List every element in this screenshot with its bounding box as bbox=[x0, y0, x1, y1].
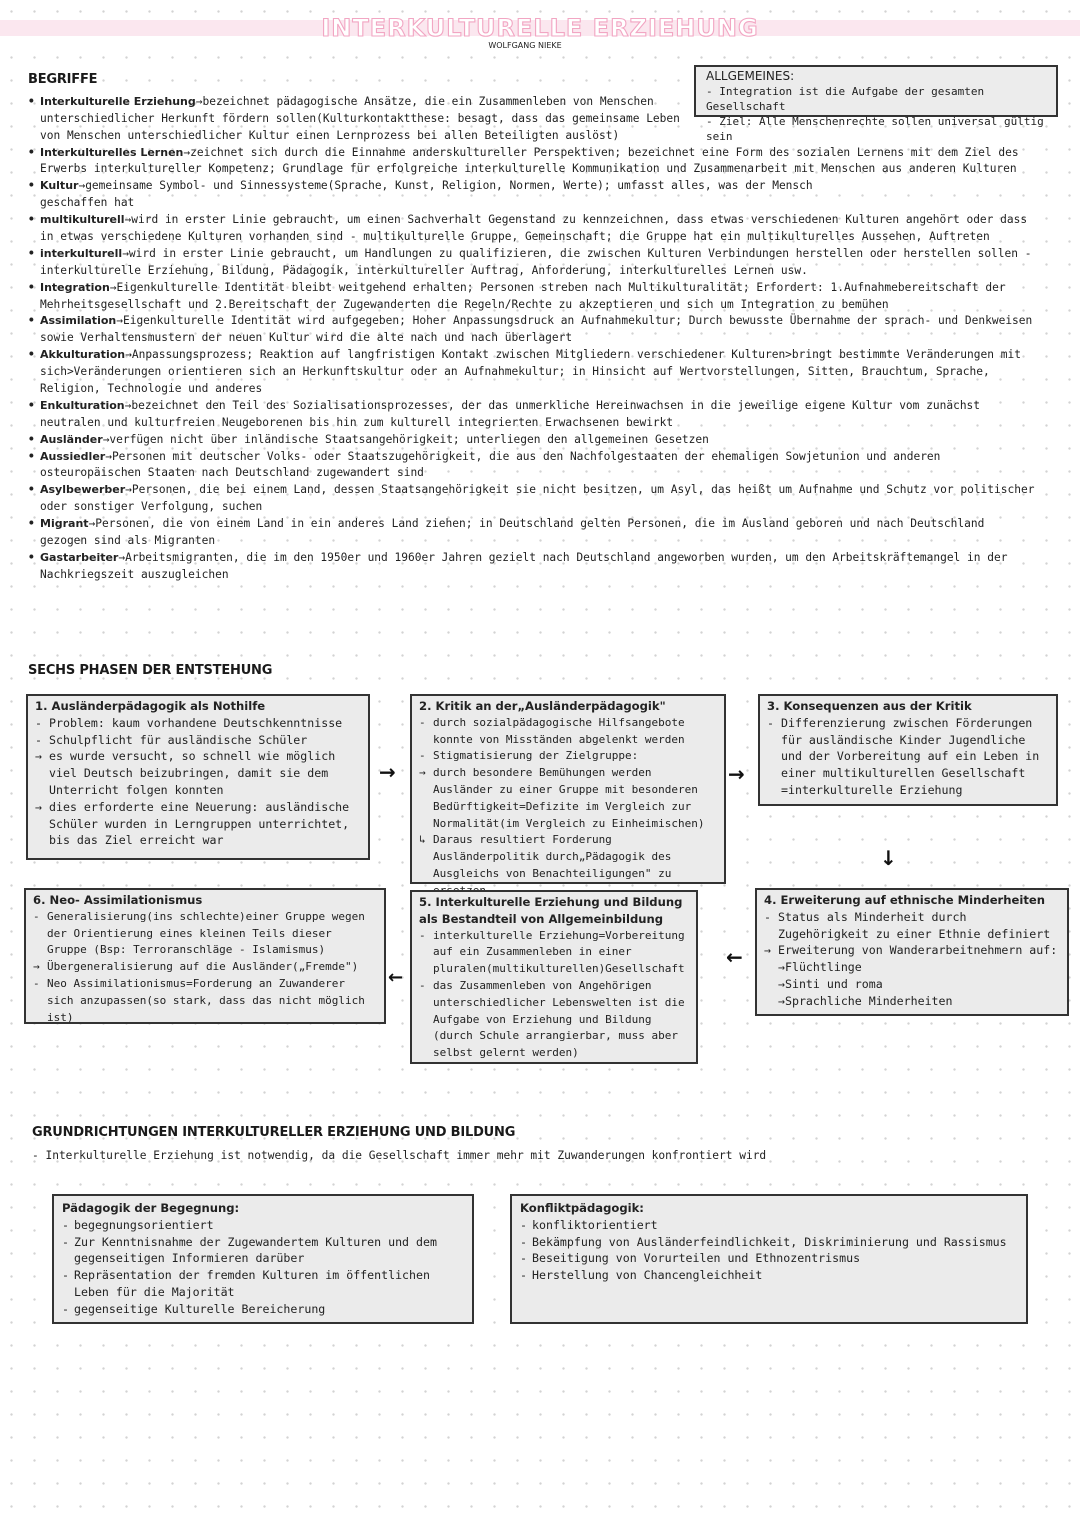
term-item bbox=[28, 145, 1038, 179]
phase-5-title: 5. Interkulturelle Erziehung und Bildung als Bestandteil von Allgemeinbildung bbox=[419, 895, 683, 926]
term-item bbox=[28, 347, 1038, 397]
list-item: - konfliktorientiert bbox=[520, 1217, 1018, 1234]
phase-2-title: 2. Kritik an der„Ausländerpädagogik" bbox=[419, 699, 666, 713]
allgemeines-item: - Ziel: Alle Menschenrechte sollen universal gültig sein bbox=[706, 115, 1044, 143]
term-item bbox=[28, 398, 1038, 432]
phase-item: - das Zusammenleben von Angehörigen unterschiedlicher Lebenswelten ist die Aufgabe von Erziehung und Bildung (durch Schule arrangierbar, muss aber selbst gelernt werden) bbox=[419, 978, 685, 1060]
term-name: Ausländer bbox=[40, 432, 103, 446]
phase-item: → dies erforderte eine Neuerung: ausländische Schüler wurden in Lerngruppen unterrichtet, bis das Ziel erreicht war bbox=[35, 799, 350, 848]
phase-item: → Übergeneralisierung auf die Ausländer(„Fremde") bbox=[33, 960, 359, 974]
arrow-right-icon: → bbox=[728, 762, 745, 786]
grundrichtungen-intro: - Interkulturelle Erziehung ist notwendig, da die Gesellschaft immer mehr mit Zuwanderungen konfrontiert wird bbox=[32, 1149, 767, 1162]
phase-3-title: 3. Konsequenzen aus der Kritik bbox=[767, 699, 972, 713]
term-name: Integration bbox=[40, 280, 110, 294]
term-definition: →bezeichnet pädagogische Ansätze, die ein Zusammenleben von Menschen unterschiedlicher Herkunft fördern sollen(Kulturkontaktthese: besagt, dass das gemeinsame Leben von Menschen unterschiedlicher Kultur einen Lernprozess bei allen Beteiligten auslöst) bbox=[40, 95, 680, 142]
phase-item: → es wurde versucht, so schnell wie möglich viel Deutsch beizubringen, damit sie dem Unterricht folgen konnten bbox=[35, 749, 336, 797]
list-item: - Zur Kenntnisnahme der Zugewandertem Kulturen und dem gegenseitigen Informieren darüber bbox=[62, 1234, 464, 1268]
phasen-heading: SECHS PHASEN DER ENTSTEHUNG bbox=[28, 663, 273, 678]
term-definition: →gemeinsame Symbol- und Sinnessysteme(Sprache, Kunst, Religion, Normen, Werte); umfasst alles, was der Mensch geschaffen hat bbox=[40, 179, 813, 210]
term-definition: →Personen, die von einem Land in ein anderes Land ziehen; in Deutschland gelten Personen, die im Ausland geboren und nach Deutschland gezogen sind als Migranten bbox=[40, 517, 985, 547]
term-definition: →Eigenkulturelle Identität wird aufgegeben; Hoher Anpassungsdruck an Aufnahmekultur; Durch bewusste Übernahme der sprach- und Denkweisen sowie Verhaltensmustern der neuen Kultur wird die alte nach und nach überlagert bbox=[40, 314, 1033, 345]
begriffe-heading: BEGRIFFE bbox=[28, 72, 98, 87]
phase-item: → Erweiterung von Wanderarbeitnehmern auf: bbox=[764, 943, 1058, 958]
phase-item: →Sprachliche Minderheiten bbox=[778, 993, 953, 1008]
phase-2-box bbox=[410, 694, 726, 884]
term-name: interkulturell bbox=[40, 246, 123, 260]
phase-1-title: 1. Ausländerpädagogik als Nothilfe bbox=[35, 699, 266, 713]
term-name: Interkulturelle Erziehung bbox=[40, 95, 196, 108]
term-item bbox=[28, 550, 1038, 584]
list-item: - Beseitigung von Vorurteilen und Ethnozentrismus bbox=[520, 1250, 1018, 1267]
list-item: - Bekämpfung von Ausländerfeindlichkeit, Diskriminierung und Rassismus bbox=[520, 1234, 1018, 1251]
allgemeines-item: - Integration ist die Aufgabe der gesamten Gesellschaft bbox=[706, 85, 985, 113]
term-definition: →wird in erster Linie gebraucht, um einen Sachverhalt Gegenstand zu kennzeichnen, dass etwas verschiedenen Kulturen angehört oder dass in etwas verschiedene Kulturen vorhanden sind - multikulturelle Gruppe, Gemeinschaft; die Gruppe hat ein multikulturelles Aussehen, Auftreten bbox=[40, 213, 1028, 243]
phase-item: - Generalisierung(ins schlechte)einer Gruppe wegen der Orientierung eines kleinen Teils dieser Gruppe (Bsp: Terroranschläge - Islamismus) bbox=[33, 909, 365, 957]
term-item bbox=[28, 482, 1038, 516]
term-item bbox=[28, 94, 695, 144]
term-name: Migrant bbox=[40, 517, 89, 531]
phase-4-title: 4. Erweiterung auf ethnische Minderheiten bbox=[764, 893, 1046, 907]
term-name: Asylbewerber bbox=[40, 483, 126, 497]
term-name: Aussiedler bbox=[40, 449, 106, 463]
term-item bbox=[28, 313, 1038, 347]
phase-item: - Problem: kaum vorhandene Deutschkenntnisse bbox=[35, 715, 343, 730]
term-definition: →Anpassungsprozess; Reaktion auf langfristigen Kontakt zwischen Mitgliedern verschiedener Kulturen>bringt bestimmte Veränderungen mit sich>Veränderungen orientieren sich an Herkunftskultur oder an Aufnahmekultur; in Hinsicht auf Wertvorstellungen, Sitten, Brauchtum, Sprache, Religion, Technologie und anderes bbox=[40, 348, 1021, 395]
arrow-left-icon: ← bbox=[726, 945, 743, 969]
phase-item: - interkulturelle Erziehung=Vorbereitung auf ein Zusammenleben in einer pluralen(multikulturellen)Gesellschaft bbox=[419, 928, 685, 976]
term-definition: →verfügen nicht über inländische Staatsangehörigkeit; unterliegen den allgemeinen Gesetzen bbox=[102, 432, 709, 446]
phase-item: ↳ Daraus resultiert Forderung Ausländerpolitik durch„Pädagogik des Ausgleichs von Benachteiligungen" zu bbox=[419, 833, 672, 880]
term-name: Kultur bbox=[40, 179, 79, 193]
konflikt-title: Konfliktpädagogik: bbox=[520, 1201, 644, 1215]
term-definition: →wird in erster Linie gebraucht, um Handlungen zu qualifizieren, die zwischen Kulturen Verbindungen herstellen oder herstellen sollen - interkulturelle Erziehung, Bildung, Pädagogik, interkultureller Auftrag, Anforderung, interkulturelles Lernen usw. bbox=[40, 246, 1032, 277]
phase-3-box bbox=[758, 694, 1058, 806]
author-name: WOLFGANG NIEKE bbox=[488, 41, 562, 50]
begegnung-box bbox=[52, 1194, 474, 1324]
phase-item: →Flüchtlinge bbox=[778, 960, 862, 975]
term-name: multikulturell bbox=[40, 213, 125, 227]
arrow-right-icon: → bbox=[379, 760, 396, 784]
phase-item: - Neo Assimilationismus=Forderung an Zuwanderer sich anzupassen(so stark, dass das nicht möglich ist) bbox=[33, 976, 365, 1024]
term-name: Interkulturelles Lernen bbox=[40, 145, 184, 159]
begegnung-title: Pädagogik der Begegnung: bbox=[62, 1201, 240, 1215]
list-item: - Repräsentation der fremden Kulturen im öffentlichen Leben für die Majorität bbox=[62, 1267, 464, 1301]
list-item: - gegenseitige Kulturelle Bereicherung bbox=[62, 1301, 464, 1318]
phase-6-title: 6. Neo- Assimilationismus bbox=[33, 893, 203, 907]
begriffe-list bbox=[28, 94, 1038, 584]
phase-item: - Stigmatisierung der Zielgruppe: bbox=[419, 749, 639, 763]
phase-4-box bbox=[755, 888, 1069, 1016]
term-definition: →Personen mit deutscher Volks- oder Staatszugehörigkeit, die aus den Nachfolgestaaten der ehemaligen Sowjetunion und anderen osteuropäischen Staaten nach Deutschland zugewandert sind bbox=[40, 449, 941, 480]
term-definition: →Eigenkulturelle Identität bleibt weitgehend erhalten; Personen streben nach Multikulturalität; Erfordert: 1.Aufnahmebereitschaft der Mehrheitsgesellschaft und 2.Bereitschaft der Zugewanderten die Regeln/Rechte zu akzeptieren und sich um Integration zu bemühen bbox=[40, 280, 1006, 311]
term-item bbox=[28, 432, 1038, 449]
term-name: Gastarbeiter bbox=[40, 550, 119, 564]
term-item bbox=[28, 246, 1038, 280]
phase-item: →Sinti und roma bbox=[778, 976, 883, 991]
term-definition: →Arbeitsmigranten, die im den 1950er und 1960er Jahren gezielt nach Deutschland angeworben wurden, um den Arbeitskräftemangel in der Nachkriegszeit auszugleichen bbox=[40, 550, 1008, 581]
page-title: INTERKULTURELLE ERZIEHUNG bbox=[321, 14, 759, 42]
term-definition: →Personen, die bei einem Land, dessen Staatsangehörigkeit sie nicht besitzen, um Asyl, das heißt um Aufnahme und Schutz vor politischer oder sonstiger Verfolgung, suchen bbox=[40, 483, 1035, 514]
term-name: Assimilation bbox=[40, 314, 117, 328]
phase-1-box bbox=[26, 694, 370, 860]
term-definition: →zeichnet sich durch die Einnahme anderskultureller Perspektiven; bezeichnet eine Form des sozialen Lernens mit dem Ziel des Erwerbs interkultureller Kompetenz; Grundlage für erfolgreiche interkulturelle Kommunikation und Zusammenarbeit mit Menschen aus anderen Kulturen bbox=[40, 145, 1019, 176]
arrow-down-icon: ↓ bbox=[880, 846, 897, 870]
phase-item: - Differenzierung zwischen Förderungen für ausländische Kinder Jugendliche und der Vorbereitung auf ein Leben in einer multikulturellen Gesellschaft =interkulturelle Erziehung bbox=[767, 715, 1040, 797]
phase-item: - Status als Minderheit durch Zugehörigkeit zu einer Ethnie definiert bbox=[764, 909, 1051, 941]
phase-item: → durch besondere Bemühungen werden Ausländer zu einer Gruppe mit besonderen Bedürftigkeit=Defizite im Vergleich zur Normalität(im Vergleich zu Einheimischen) bbox=[419, 766, 705, 830]
list-item: - begegnungsorientiert bbox=[62, 1217, 464, 1234]
term-item bbox=[28, 212, 1038, 246]
phase-item: - Schulpflicht für ausländische Schüler bbox=[35, 732, 308, 747]
term-item bbox=[28, 280, 1038, 314]
term-item bbox=[28, 516, 1038, 550]
konflikt-box bbox=[510, 1194, 1028, 1324]
term-name: Enkulturation bbox=[40, 398, 125, 412]
term-item bbox=[28, 178, 860, 212]
grundrichtungen-heading: GRUNDRICHTUNGEN INTERKULTURELLER ERZIEHUNG UND BILDUNG bbox=[32, 1125, 516, 1140]
phase-item: - durch sozialpädagogische Hilfsangebote konnte von Misständen abgelenkt werden bbox=[419, 715, 685, 746]
phase-6-box bbox=[24, 888, 386, 1024]
term-definition: →bezeichnet den Teil des Sozialisationsprozesses, der das unmerkliche Hereinwachsen in die jeweilige eigene Kultur vom zunächst neutralen und kulturfreien Neugeborenen bis hin zum kulturell integrierten Erwachsenen bewirkt bbox=[40, 398, 981, 429]
phase-5-box bbox=[410, 890, 698, 1064]
term-item bbox=[28, 449, 1038, 483]
allgemeines-title: ALLGEMEINES: bbox=[706, 69, 795, 83]
term-name: Akkulturation bbox=[40, 348, 126, 362]
list-item: - Herstellung von Chancengleichheit bbox=[520, 1267, 1018, 1284]
arrow-left-icon: ← bbox=[388, 967, 404, 988]
